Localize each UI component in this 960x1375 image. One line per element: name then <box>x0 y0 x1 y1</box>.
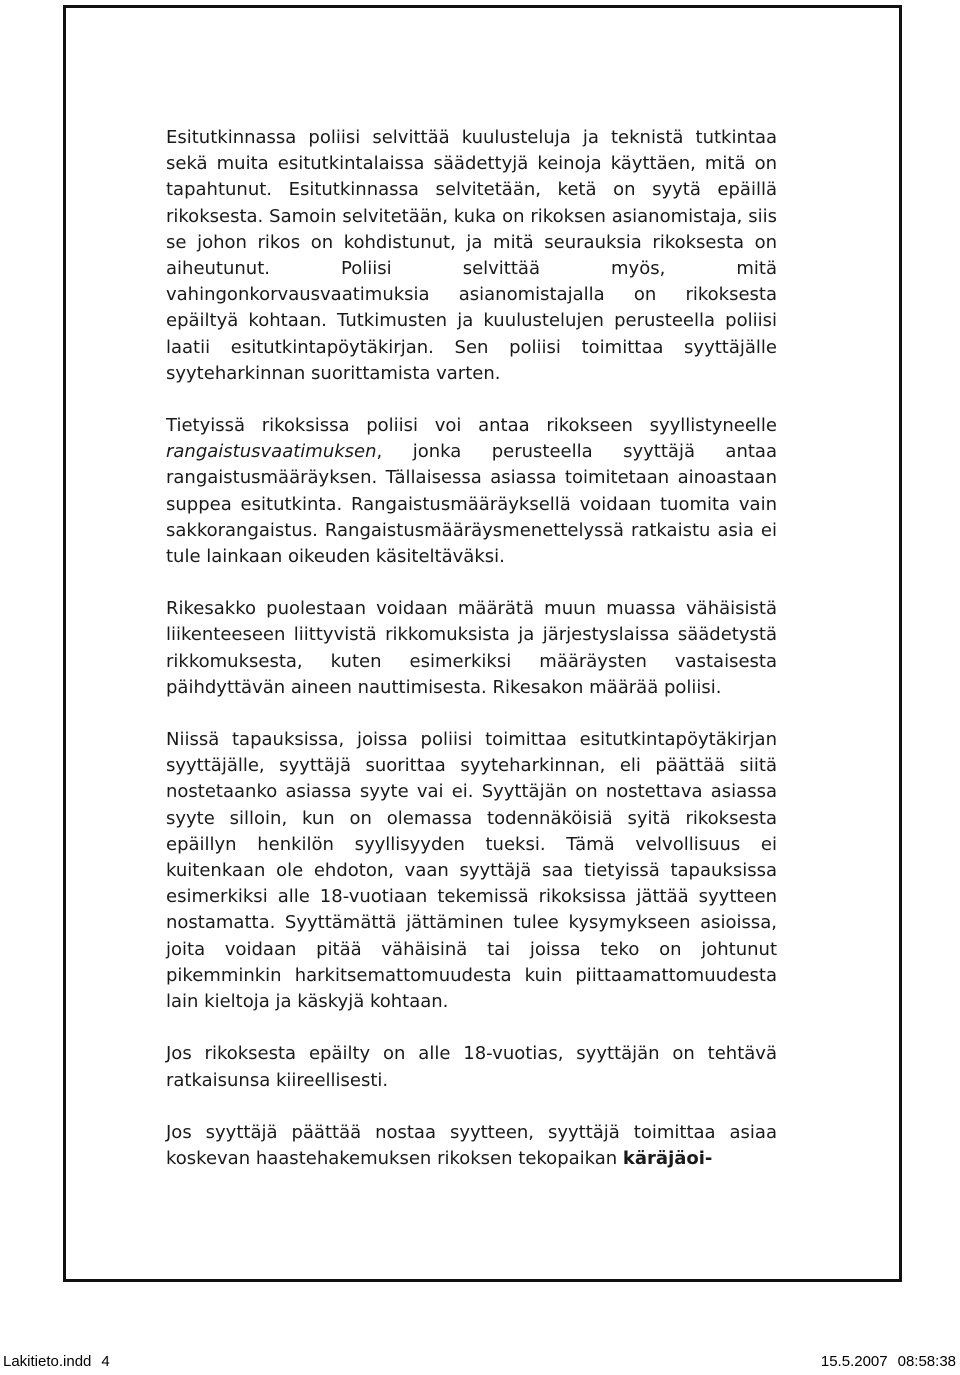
paragraph-penalty-claim-end: , jonka perusteella syyttäjä antaa rangaistusmääräyksen. Tällaisessa asiassa toimitetaan ainoastaan suppea esitutkinta. Rangaistusmääräyksellä voidaan tuomita vain sakkorangaistus. Rangaistusmääräysmenettelyssä ratkaistu asia ei tule lainkaan oikeuden käsiteltäväksi. <box>166 441 777 568</box>
paragraph-penalty-claim <box>166 413 777 570</box>
paragraph-pretrial-investigation: Esitutkinnassa poliisi selvittää kuulusteluja ja teknistä tutkintaa sekä muita esitutkintalaissa säädettyjä keinoja käyttäen, mitä on tapahtunut. Esitutkinnassa selvitetään, ketä on syytä epäillä rikoksesta. Samoin selvitetään, kuka on rikoksen asianomistaja, siis se johon rikos on kohdistunut, ja mitä seurauksia rikoksesta on aiheutunut. Poliisi selvittää myös, mitä vahingonkorvausvaatimuksia asianomistajalla on rikoksesta epäiltyä kohtaan. Tutkimusten ja kuulustelujen perusteella poliisi laatii esitutkintapöytäkirjan. Sen poliisi toimittaa syyttäjälle syyteharkinnan suorittamista varten. <box>166 127 777 384</box>
footer-filename: Lakitieto.indd <box>3 1353 92 1370</box>
page-frame <box>63 5 902 1282</box>
footer-page-number: 4 <box>101 1353 110 1370</box>
footer-date: 15.5.2007 <box>820 1353 888 1370</box>
paragraph-under-18-suspect: Jos rikoksesta epäilty on alle 18-vuotias, syyttäjän on tehtävä ratkaisunsa kiireellisesti. <box>166 1043 777 1091</box>
paragraph-bringing-charges <box>166 1120 777 1172</box>
paragraph-consideration-of-charges: Niissä tapauksissa, joissa poliisi toimittaa esitutkintapöytäkirjan syyttäjälle, syyttäjä suorittaa syyteharkinnan, eli päättää siitä nostetaanko asiassa syyte vai ei. Syyttäjän on nostettava asiassa syyte silloin, kun on olemassa todennäköisiä syitä rikoksesta epäillyn henkilön syyllisyyden tueksi. Tämä velvollisuus ei kuitenkaan ole ehdoton, vaan syyttäjä saa tietyissä tapauksissa esimerkiksi alle 18-vuotiaan tekemissä rikoksissa jättää syytteen nostamatta. Syyttämättä jättäminen tulee kysymykseen asioissa, joita voidaan pitää vähäisinä tai joissa teko on johtunut pikemminkin harkitsemattomuudesta kuin piittaamattomuudesta lain kieltoja ja käskyjä kohtaan. <box>166 729 777 1013</box>
paragraph-penalty-claim-start: Tietyissä rikoksissa poliisi voi antaa rikokseen syyllistyneelle <box>166 415 777 437</box>
print-footer <box>0 1353 960 1373</box>
bold-term-district-court: käräjäoi- <box>622 1147 713 1169</box>
italic-term-penalty-claim: rangaistusvaatimuksen <box>166 441 377 463</box>
paragraph-bringing-charges-start: Jos syyttäjä päättää nostaa syytteen, syyttäjä toimittaa asiaa koskevan haastehakemuksen rikoksen tekopaikan <box>166 1121 777 1169</box>
footer-time: 08:58:38 <box>897 1353 956 1370</box>
paragraph-petty-fine: Rikesakko puolestaan voidaan määrätä muun muassa vähäisistä liikenteeseen liittyvistä rikkomuksista ja järjestyslaissa säädetystä rikkomuksesta, kuten esimerkiksi määräysten vastaisesta päihdyttävän aineen nauttimisesta. Rikesakon määrää poliisi. <box>166 598 777 698</box>
footer-timestamp <box>811 1353 956 1370</box>
text-column <box>166 125 777 1198</box>
footer-file-info <box>3 1353 110 1370</box>
